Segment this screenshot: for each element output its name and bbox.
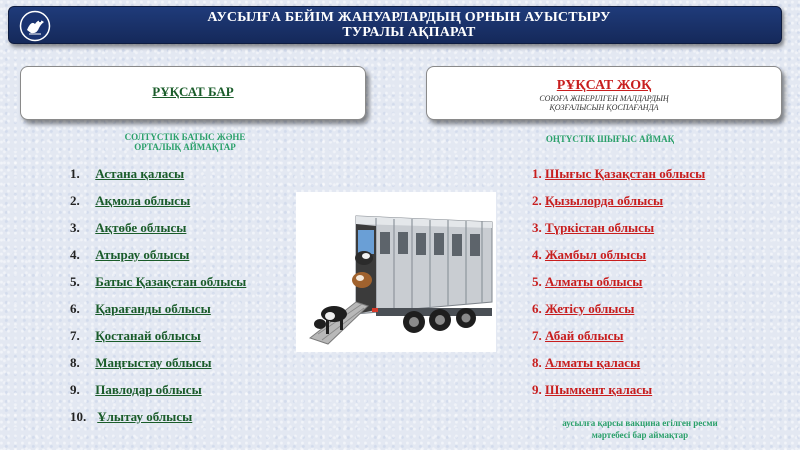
list-item[interactable] bbox=[532, 301, 705, 328]
list-item[interactable] bbox=[532, 382, 705, 409]
region-link[interactable]: Ақмола облысы bbox=[95, 193, 191, 208]
region-link[interactable]: Қарағанды облысы bbox=[95, 301, 211, 316]
region-link[interactable]: Шығыс Қазақстан облысы bbox=[545, 166, 706, 181]
region-link[interactable]: Абай облысы bbox=[545, 328, 624, 343]
item-number: 8. bbox=[532, 355, 542, 370]
list-item[interactable] bbox=[532, 193, 705, 220]
item-number: 5. bbox=[70, 274, 80, 289]
denied-regions-list bbox=[532, 166, 705, 409]
list-item[interactable] bbox=[70, 193, 246, 220]
region-link[interactable]: Ұлытау облысы bbox=[97, 409, 193, 424]
page-title bbox=[149, 10, 669, 40]
list-item[interactable] bbox=[532, 274, 705, 301]
caption-line-2: ОРТАЛЫҚ АЙМАҚТАР bbox=[134, 142, 236, 152]
item-number: 4. bbox=[70, 247, 80, 262]
denied-region-caption: ОҢТҮСТІК ШЫҒЫС АЙМАҚ bbox=[545, 134, 675, 144]
region-link[interactable]: Қызылорда облысы bbox=[545, 193, 664, 208]
item-number: 3. bbox=[532, 220, 542, 235]
item-number: 4. bbox=[532, 247, 542, 262]
item-number: 5. bbox=[532, 274, 542, 289]
allowed-region-caption bbox=[100, 132, 270, 152]
item-number: 10. bbox=[70, 409, 87, 424]
region-link[interactable]: Батыс Қазақстан облысы bbox=[95, 274, 247, 289]
allowed-status-box bbox=[20, 66, 366, 120]
list-item[interactable] bbox=[532, 355, 705, 382]
item-number: 9. bbox=[532, 382, 542, 397]
region-link[interactable]: Шымкент қаласы bbox=[545, 382, 653, 397]
denied-title: РҰҚСАТ ЖОҚ bbox=[556, 78, 652, 93]
region-link[interactable]: Алматы облысы bbox=[545, 274, 643, 289]
list-item[interactable] bbox=[70, 274, 246, 301]
list-item[interactable] bbox=[532, 247, 705, 274]
list-item[interactable] bbox=[70, 355, 246, 382]
region-link[interactable]: Қостанай облысы bbox=[95, 328, 201, 343]
item-number: 6. bbox=[532, 301, 542, 316]
list-item[interactable] bbox=[70, 247, 246, 274]
list-item[interactable] bbox=[532, 166, 705, 193]
list-item[interactable] bbox=[70, 166, 246, 193]
ministry-emblem-icon bbox=[19, 10, 51, 42]
list-item[interactable] bbox=[70, 220, 246, 247]
title-line-2: ТУРАЛЫ АҚПАРАТ bbox=[342, 25, 476, 40]
list-item[interactable] bbox=[532, 328, 705, 355]
region-link[interactable]: Астана қаласы bbox=[95, 166, 185, 181]
denied-status-box bbox=[426, 66, 782, 120]
region-link[interactable]: Павлодар облысы bbox=[95, 382, 202, 397]
denied-subtitle-line-1: СОЮҒА ЖІБЕРІЛГЕН МАЛДАРДЫҢ bbox=[539, 94, 669, 103]
region-link[interactable]: Ақтөбе облысы bbox=[95, 220, 187, 235]
vaccination-footnote bbox=[530, 417, 750, 441]
denied-subtitle-line-2: ҚОЗҒАЛЫСЫН ҚОСПАҒАНДА bbox=[549, 103, 659, 112]
footnote-line-1: аусылға қарсы вакцина егілген ресми bbox=[562, 418, 718, 428]
list-item[interactable] bbox=[532, 220, 705, 247]
livestock-truck-icon bbox=[296, 192, 496, 352]
item-number: 2. bbox=[70, 193, 80, 208]
footnote-line-2: мәртебесі бар аймақтар bbox=[591, 430, 689, 440]
header-banner bbox=[8, 6, 782, 44]
item-number: 9. bbox=[70, 382, 80, 397]
list-item[interactable] bbox=[70, 328, 246, 355]
region-link[interactable]: Алматы қаласы bbox=[545, 355, 641, 370]
region-link[interactable]: Жетісу облысы bbox=[545, 301, 635, 316]
item-number: 3. bbox=[70, 220, 80, 235]
item-number: 7. bbox=[532, 328, 542, 343]
item-number: 1. bbox=[532, 166, 542, 181]
allowed-regions-list bbox=[70, 166, 246, 436]
list-item[interactable] bbox=[70, 382, 246, 409]
caption-line-1: СОЛТҮСТІК БАТЫС ЖӘНЕ bbox=[124, 132, 246, 142]
item-number: 8. bbox=[70, 355, 80, 370]
item-number: 7. bbox=[70, 328, 80, 343]
item-number: 2. bbox=[532, 193, 542, 208]
item-number: 6. bbox=[70, 301, 80, 316]
list-item[interactable] bbox=[70, 301, 246, 328]
item-number: 1. bbox=[70, 166, 80, 181]
allowed-title: РҰҚСАТ БАР bbox=[152, 84, 234, 99]
title-line-1: АУСЫЛҒА БЕЙІМ ЖАНУАРЛАРДЫҢ ОРНЫН АУЫСТЫРУ bbox=[207, 10, 611, 25]
list-item[interactable] bbox=[70, 409, 246, 436]
region-link[interactable]: Түркістан облысы bbox=[545, 220, 655, 235]
region-link[interactable]: Жамбыл облысы bbox=[545, 247, 647, 262]
region-link[interactable]: Маңғыстау облысы bbox=[95, 355, 212, 370]
region-link[interactable]: Атырау облысы bbox=[95, 247, 190, 262]
